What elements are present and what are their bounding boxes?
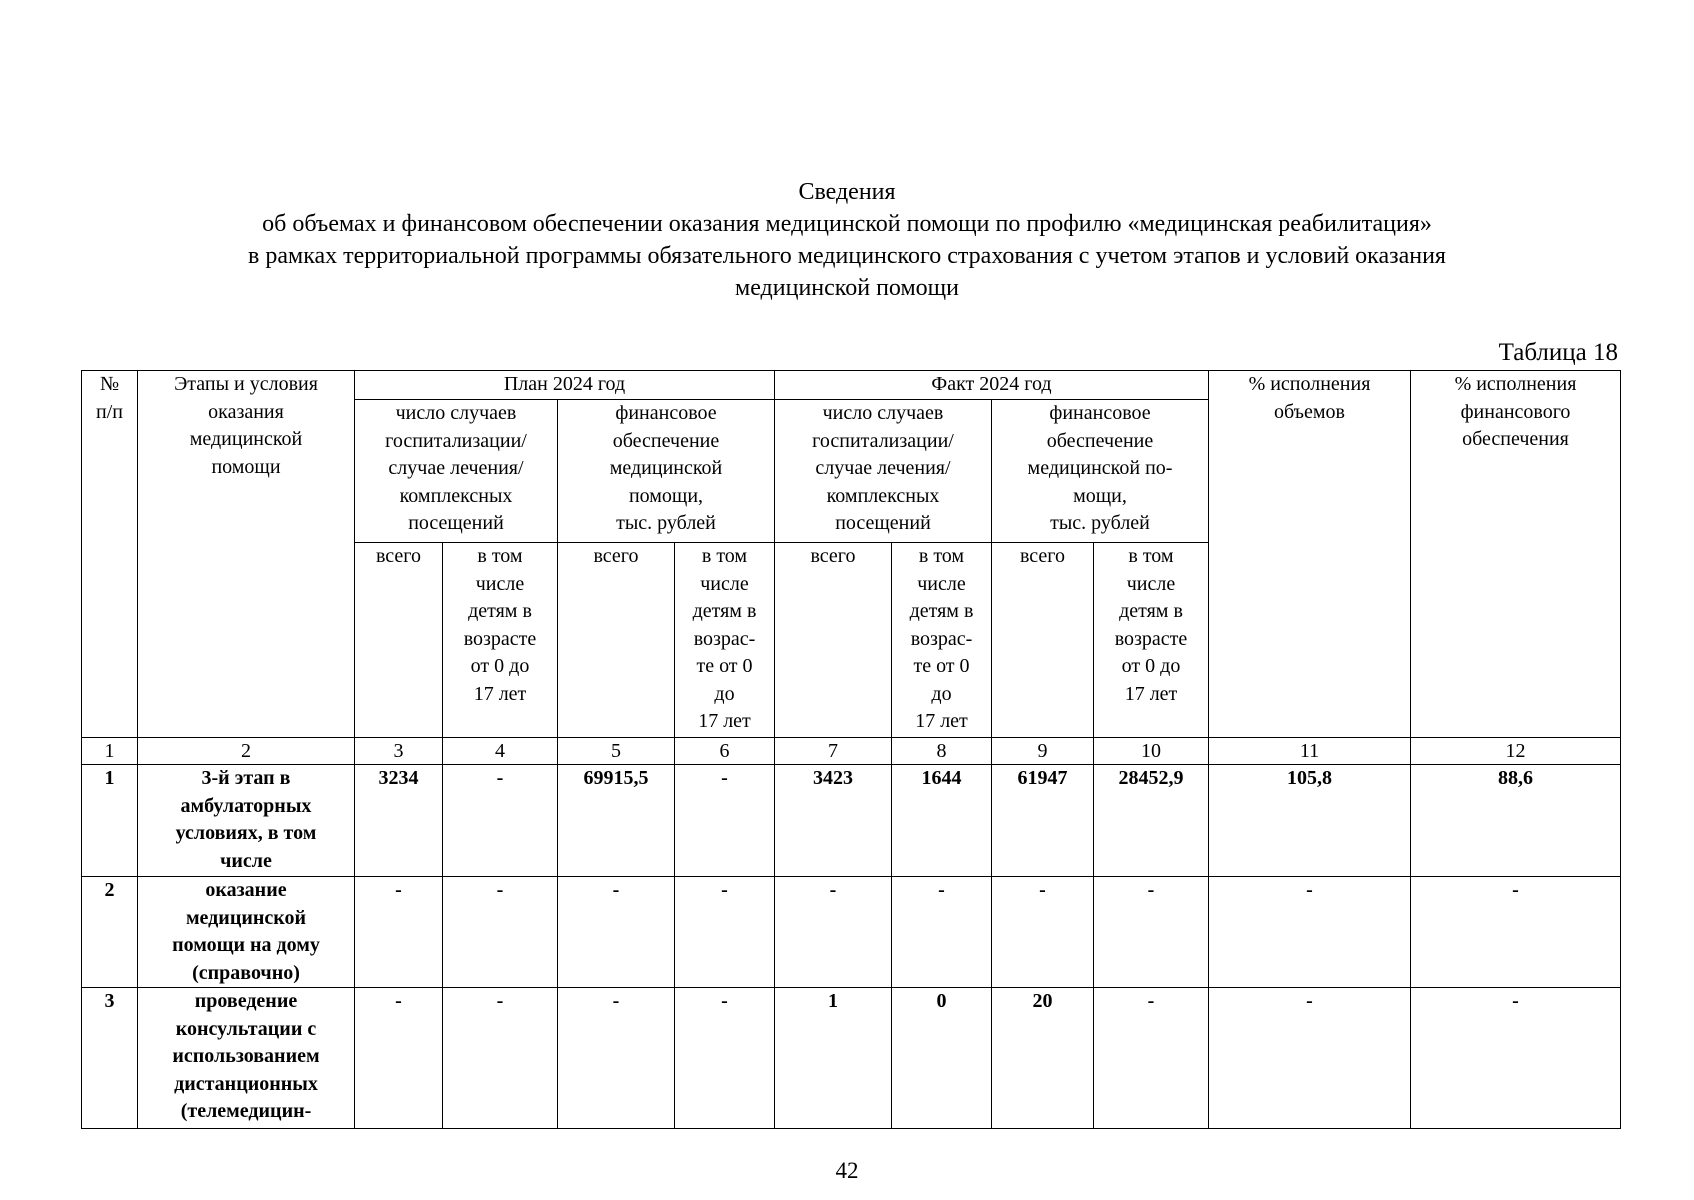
row-value: - bbox=[1411, 877, 1621, 988]
row-value: - bbox=[443, 765, 558, 877]
row-value: 105,8 bbox=[1209, 765, 1411, 877]
row-value: - bbox=[992, 877, 1094, 988]
row-value: - bbox=[355, 877, 443, 988]
table-row bbox=[82, 988, 1621, 1129]
column-numbers-row bbox=[82, 738, 1621, 765]
title-line-1: Сведения bbox=[798, 179, 896, 205]
row-value: - bbox=[443, 988, 558, 1129]
row-value: 1 bbox=[775, 988, 892, 1129]
table-label: Таблица 18 bbox=[1498, 339, 1618, 366]
page-number: 42 bbox=[835, 1158, 859, 1183]
column-number: 2 bbox=[138, 738, 355, 765]
header-finance-pct: % исполнения финансового обеспечения bbox=[1411, 371, 1621, 738]
column-number: 8 bbox=[892, 738, 992, 765]
header-row-1 bbox=[82, 371, 1621, 400]
row-value: 3423 bbox=[775, 765, 892, 877]
header-fact-2024: Факт 2024 год bbox=[775, 371, 1209, 400]
header-fact-cases-children: в том числе детям в возрас- те от 0 до 17 лет bbox=[892, 543, 992, 738]
header-stages: Этапы и условия оказания медицинской помощи bbox=[138, 371, 355, 738]
row-value: - bbox=[1209, 988, 1411, 1129]
header-plan-finance-total: всего bbox=[558, 543, 675, 738]
header-plan-cases-total: всего bbox=[355, 543, 443, 738]
title-line-3: в рамках территориальной программы обязательного медицинского страхования с учетом этапов и условий оказания bbox=[248, 243, 1446, 269]
row-stage: 3-й этап в амбулаторных условиях, в том числе bbox=[138, 765, 355, 877]
header-fact-cases-total: всего bbox=[775, 543, 892, 738]
column-number: 12 bbox=[1411, 738, 1621, 765]
row-value: 3234 bbox=[355, 765, 443, 877]
row-value: - bbox=[675, 988, 775, 1129]
column-number: 4 bbox=[443, 738, 558, 765]
row-value: 88,6 bbox=[1411, 765, 1621, 877]
row-value: 28452,9 bbox=[1094, 765, 1209, 877]
row-value: - bbox=[1411, 988, 1621, 1129]
column-number: 6 bbox=[675, 738, 775, 765]
document-title bbox=[60, 176, 1634, 304]
row-num: 2 bbox=[82, 877, 138, 988]
row-value: 0 bbox=[892, 988, 992, 1129]
report-table bbox=[81, 370, 1621, 1129]
column-number: 10 bbox=[1094, 738, 1209, 765]
row-value: - bbox=[1094, 877, 1209, 988]
row-value: - bbox=[892, 877, 992, 988]
row-stage: проведение консультации с использованием дистанционных (телемедицин- bbox=[138, 988, 355, 1129]
header-plan-cases-children: в том числе детям в возрасте от 0 до 17 лет bbox=[443, 543, 558, 738]
header-num: № п/п bbox=[82, 371, 138, 738]
row-num: 3 bbox=[82, 988, 138, 1129]
row-value: - bbox=[1209, 877, 1411, 988]
row-value: - bbox=[355, 988, 443, 1129]
row-value: - bbox=[443, 877, 558, 988]
header-fact-cases: число случаев госпитализации/ случае лечения/ комплексных посещений bbox=[775, 400, 992, 543]
column-number: 3 bbox=[355, 738, 443, 765]
row-num: 1 bbox=[82, 765, 138, 877]
row-value: 69915,5 bbox=[558, 765, 675, 877]
row-value: 61947 bbox=[992, 765, 1094, 877]
row-stage: оказание медицинской помощи на дому (справочно) bbox=[138, 877, 355, 988]
table-row bbox=[82, 765, 1621, 877]
header-fact-finance-total: всего bbox=[992, 543, 1094, 738]
title-line-4: медицинской помощи bbox=[735, 275, 959, 301]
row-value: - bbox=[675, 765, 775, 877]
column-number: 11 bbox=[1209, 738, 1411, 765]
row-value: 20 bbox=[992, 988, 1094, 1129]
column-number: 1 bbox=[82, 738, 138, 765]
row-value: - bbox=[558, 988, 675, 1129]
row-value: - bbox=[558, 877, 675, 988]
row-value: - bbox=[775, 877, 892, 988]
header-volume-pct: % исполнения объемов bbox=[1209, 371, 1411, 738]
header-plan-finance-children: в том числе детям в возрас- те от 0 до 17 лет bbox=[675, 543, 775, 738]
column-number: 5 bbox=[558, 738, 675, 765]
header-plan-2024: План 2024 год bbox=[355, 371, 775, 400]
row-value: - bbox=[675, 877, 775, 988]
header-fact-finance: финансовое обеспечение медицинской по- мощи, тыс. рублей bbox=[992, 400, 1209, 543]
row-value: - bbox=[1094, 988, 1209, 1129]
table-row bbox=[82, 877, 1621, 988]
header-plan-finance: финансовое обеспечение медицинской помощи, тыс. рублей bbox=[558, 400, 775, 543]
column-number: 9 bbox=[992, 738, 1094, 765]
title-line-2: об объемах и финансовом обеспечении оказания медицинской помощи по профилю «медицинская реабилитация» bbox=[262, 211, 1432, 237]
column-number: 7 bbox=[775, 738, 892, 765]
header-plan-cases: число случаев госпитализации/ случае лечения/ комплексных посещений bbox=[355, 400, 558, 543]
row-value: 1644 bbox=[892, 765, 992, 877]
header-fact-finance-children: в том числе детям в возрасте от 0 до 17 лет bbox=[1094, 543, 1209, 738]
